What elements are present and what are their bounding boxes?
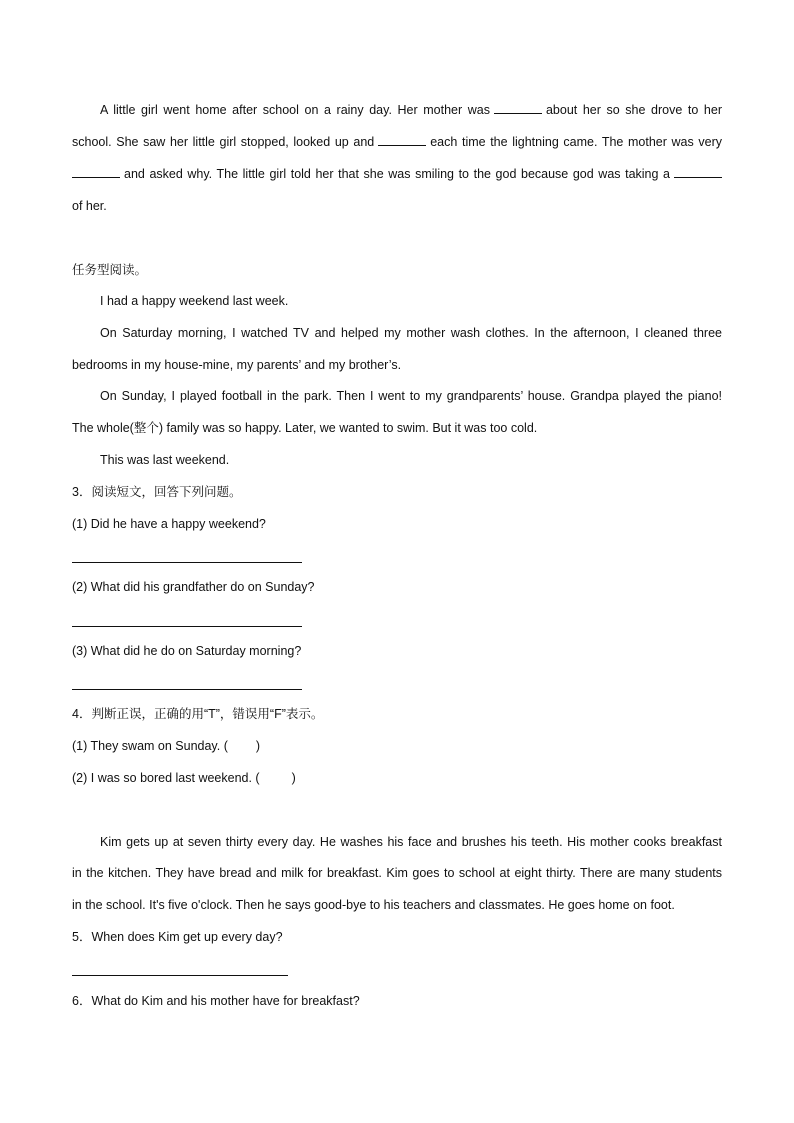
q4-item-text: (1) They swam on Sunday. (: [72, 739, 228, 753]
passage1-line-2: [72, 134, 722, 150]
section-heading: 任务型阅读。: [72, 263, 148, 277]
passage1-line-3: [72, 166, 722, 182]
passage2-line: I had a happy weekend last week.: [100, 294, 289, 308]
passage1-line-1: [100, 102, 722, 118]
passage1-text: A little girl went home after school on a rainy day. Her mother was: [100, 103, 490, 117]
q3-item-1: (1) Did he have a happy weekend?: [72, 517, 266, 531]
q4-title: 4．判断正误，正确的用“T”，错误用“F”表示。: [72, 707, 324, 721]
cloze-blank[interactable]: [674, 166, 722, 178]
q5-title: 5．When does Kim get up every day?: [72, 930, 283, 944]
answer-line-q3-1[interactable]: [72, 562, 302, 563]
passage2-line: On Saturday morning, I watched TV and helped my mother wash clothes. In the afternoon, I cleaned three: [100, 326, 722, 340]
cloze-blank[interactable]: [72, 166, 120, 178]
q3-item-3: (3) What did he do on Saturday morning?: [72, 644, 302, 658]
passage1-text: and asked why. The little girl told her that she was smiling to the god because god was taking a: [124, 167, 670, 181]
passage1-text: each time the lightning came. The mother was very: [430, 135, 722, 149]
passage2-line: bedrooms in my house-mine, my parents’ and my brother’s.: [72, 358, 402, 372]
q4-item-2: [72, 770, 722, 786]
passage3-line: in the kitchen. They have bread and milk for breakfast. Kim goes to school at eight thirty. There are many students: [72, 866, 722, 880]
passage1-text: school. She saw her little girl stopped, looked up and: [72, 135, 375, 149]
answer-line-q5[interactable]: [72, 975, 288, 976]
q4-item-close: ): [255, 739, 261, 753]
q4-item-close: ): [291, 771, 296, 785]
cloze-blank[interactable]: [378, 134, 426, 146]
q3-title: 3．阅读短文，回答下列问题。: [72, 485, 242, 499]
answer-line-q3-3[interactable]: [72, 689, 302, 690]
q6-title: 6．What do Kim and his mother have for breakfast?: [72, 994, 360, 1008]
q3-item-2: (2) What did his grandfather do on Sunday?: [72, 580, 315, 594]
passage1-line-4: of her.: [72, 199, 107, 213]
passage3-line: Kim gets up at seven thirty every day. He washes his face and brushes his teeth. His mother cooks breakfast: [100, 835, 722, 849]
passage2-line: On Sunday, I played football in the park. Then I went to my grandparents’ house. Grandpa played the piano!: [100, 389, 722, 403]
q4-item-text: (2) I was so bored last weekend. (: [72, 771, 260, 785]
answer-line-q3-2[interactable]: [72, 626, 302, 627]
passage2-line: This was last weekend.: [100, 453, 230, 467]
passage1-text: about her so she drove to her: [545, 103, 722, 117]
q4-item-1: [72, 738, 722, 754]
passage3-line: in the school. It's five o'clock. Then he says good-bye to his teachers and classmates. He goes home on foot.: [72, 898, 675, 912]
passage2-line: The whole(整个) family was so happy. Later, we wanted to swim. But it was too cold.: [72, 421, 538, 435]
cloze-blank[interactable]: [494, 102, 542, 114]
